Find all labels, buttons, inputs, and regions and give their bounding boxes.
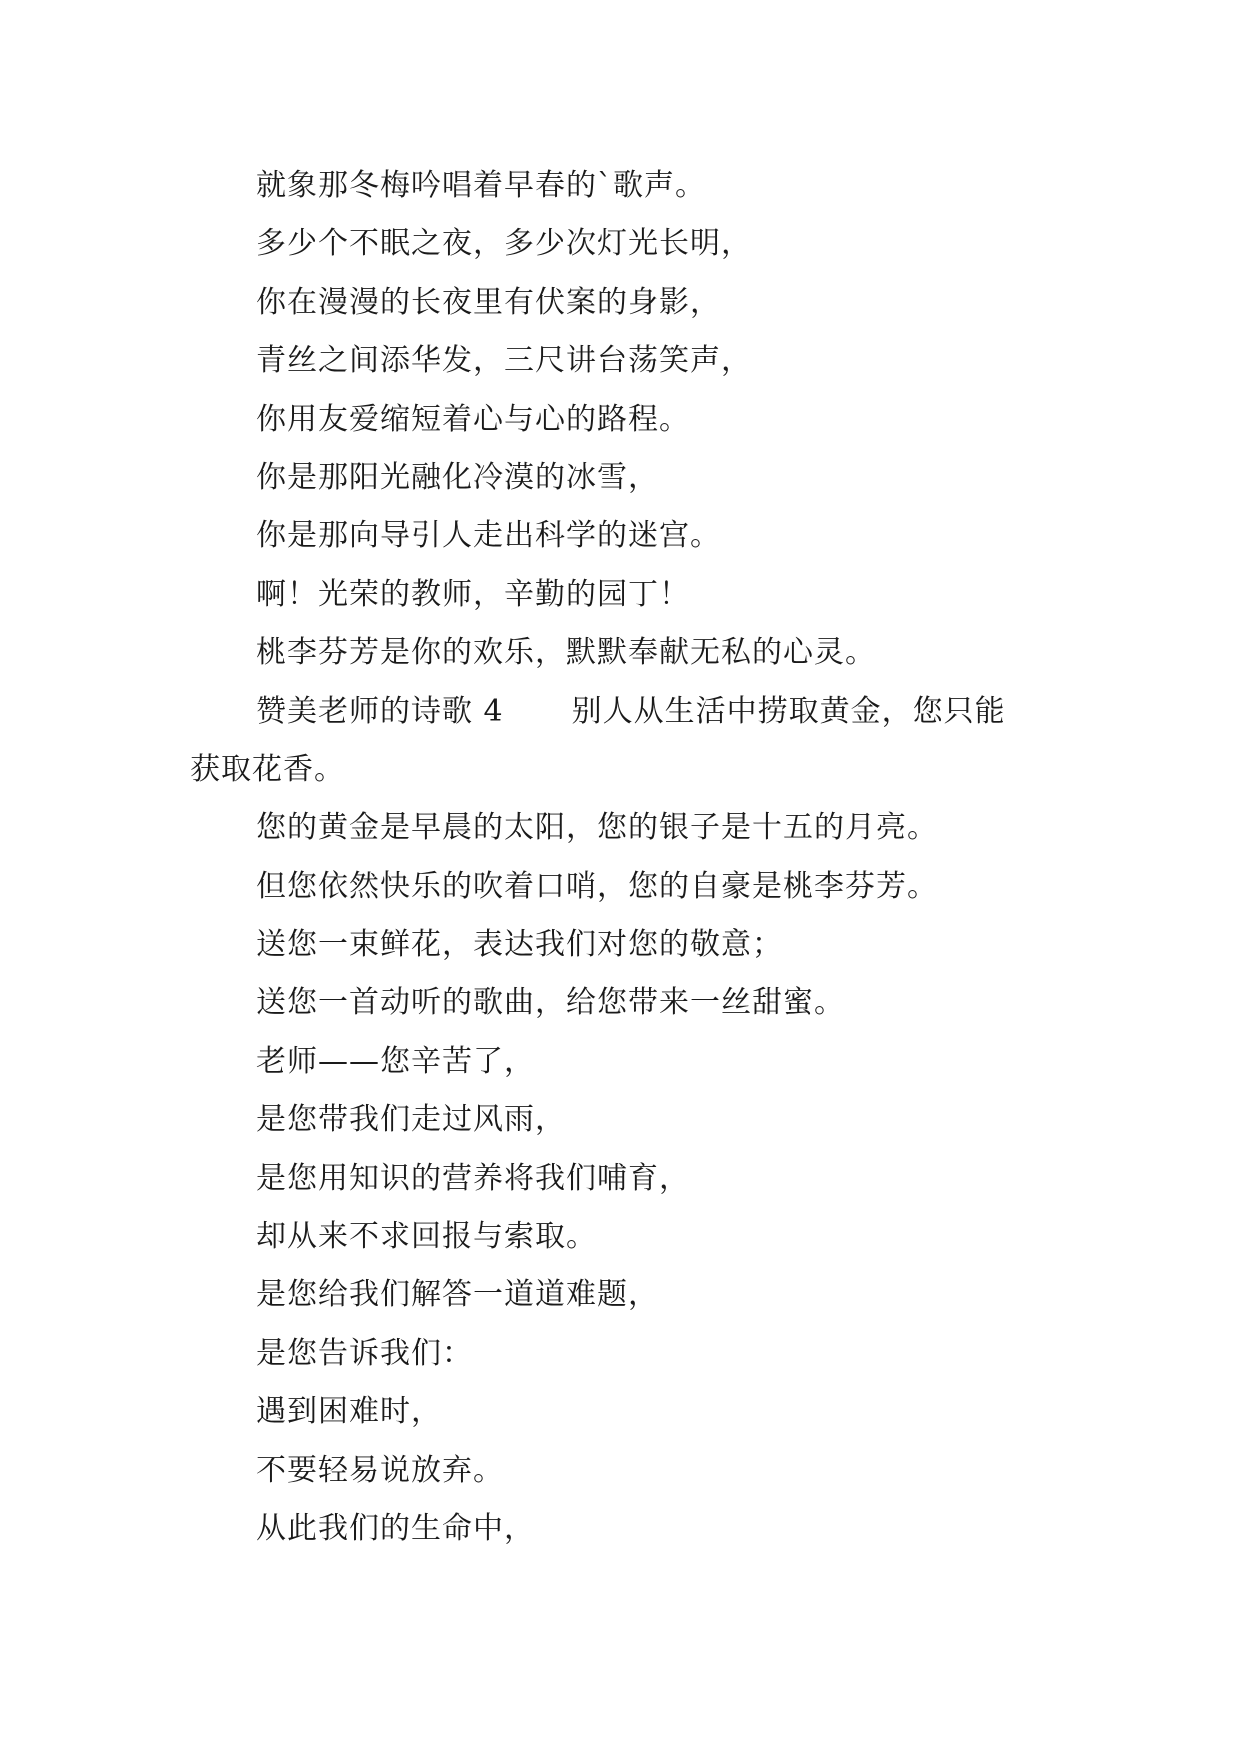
poem-line: 您的黄金是早晨的太阳，您的银子是十五的月亮。 bbox=[256, 810, 938, 846]
poem-text bbox=[190, 157, 1060, 1558]
poem-line: 但您依然快乐的吹着口哨，您的自豪是桃李芬芳。 bbox=[256, 868, 938, 904]
poem-line: 青丝之间添华发，三尺讲台荡笑声， bbox=[256, 343, 752, 379]
section-title: 赞美老师的诗歌 4 bbox=[256, 693, 504, 729]
poem-line: 就象那冬梅吟唱着早春的`歌声。 bbox=[256, 168, 706, 203]
poem-line: 不要轻易说放弃。 bbox=[256, 1452, 504, 1488]
poem-line: 是您带我们走过风雨， bbox=[256, 1102, 566, 1138]
poem-line: 是您告诉我们： bbox=[256, 1335, 473, 1371]
poem-line: 送您一束鲜花，表达我们对您的敬意； bbox=[256, 927, 783, 963]
poem-line: 遇到困难时， bbox=[256, 1394, 442, 1430]
section-continuation: 获取花香。 bbox=[190, 751, 345, 787]
poem-line: 桃李芬芳是你的欢乐，默默奉献无私的心灵。 bbox=[256, 635, 876, 671]
poem-line: 你用友爱缩短着心与心的路程。 bbox=[256, 401, 690, 437]
poem-line: 老师——您辛苦了， bbox=[256, 1043, 535, 1079]
poem-line: 多少个不眠之夜，多少次灯光长明， bbox=[256, 226, 752, 262]
poem-line: 是您给我们解答一道道难题， bbox=[256, 1277, 659, 1313]
poem-line: 你在漫漫的长夜里有伏案的身影， bbox=[256, 284, 721, 320]
poem-line: 啊！光荣的教师，辛勤的园丁！ bbox=[256, 576, 690, 612]
poem-line: 你是那向导引人走出科学的迷宫。 bbox=[256, 518, 721, 554]
section-heading-line bbox=[190, 683, 1060, 741]
section-first-line: 别人从生活中捞取黄金，您只能 bbox=[571, 693, 1006, 729]
poem-line: 是您用知识的营养将我们哺育， bbox=[256, 1160, 690, 1196]
poem-line: 从此我们的生命中， bbox=[256, 1510, 535, 1546]
poem-line: 却从来不求回报与索取。 bbox=[256, 1219, 597, 1255]
poem-line: 你是那阳光融化冷漠的冰雪， bbox=[256, 459, 659, 495]
poem-line: 送您一首动听的歌曲，给您带来一丝甜蜜。 bbox=[256, 985, 845, 1021]
